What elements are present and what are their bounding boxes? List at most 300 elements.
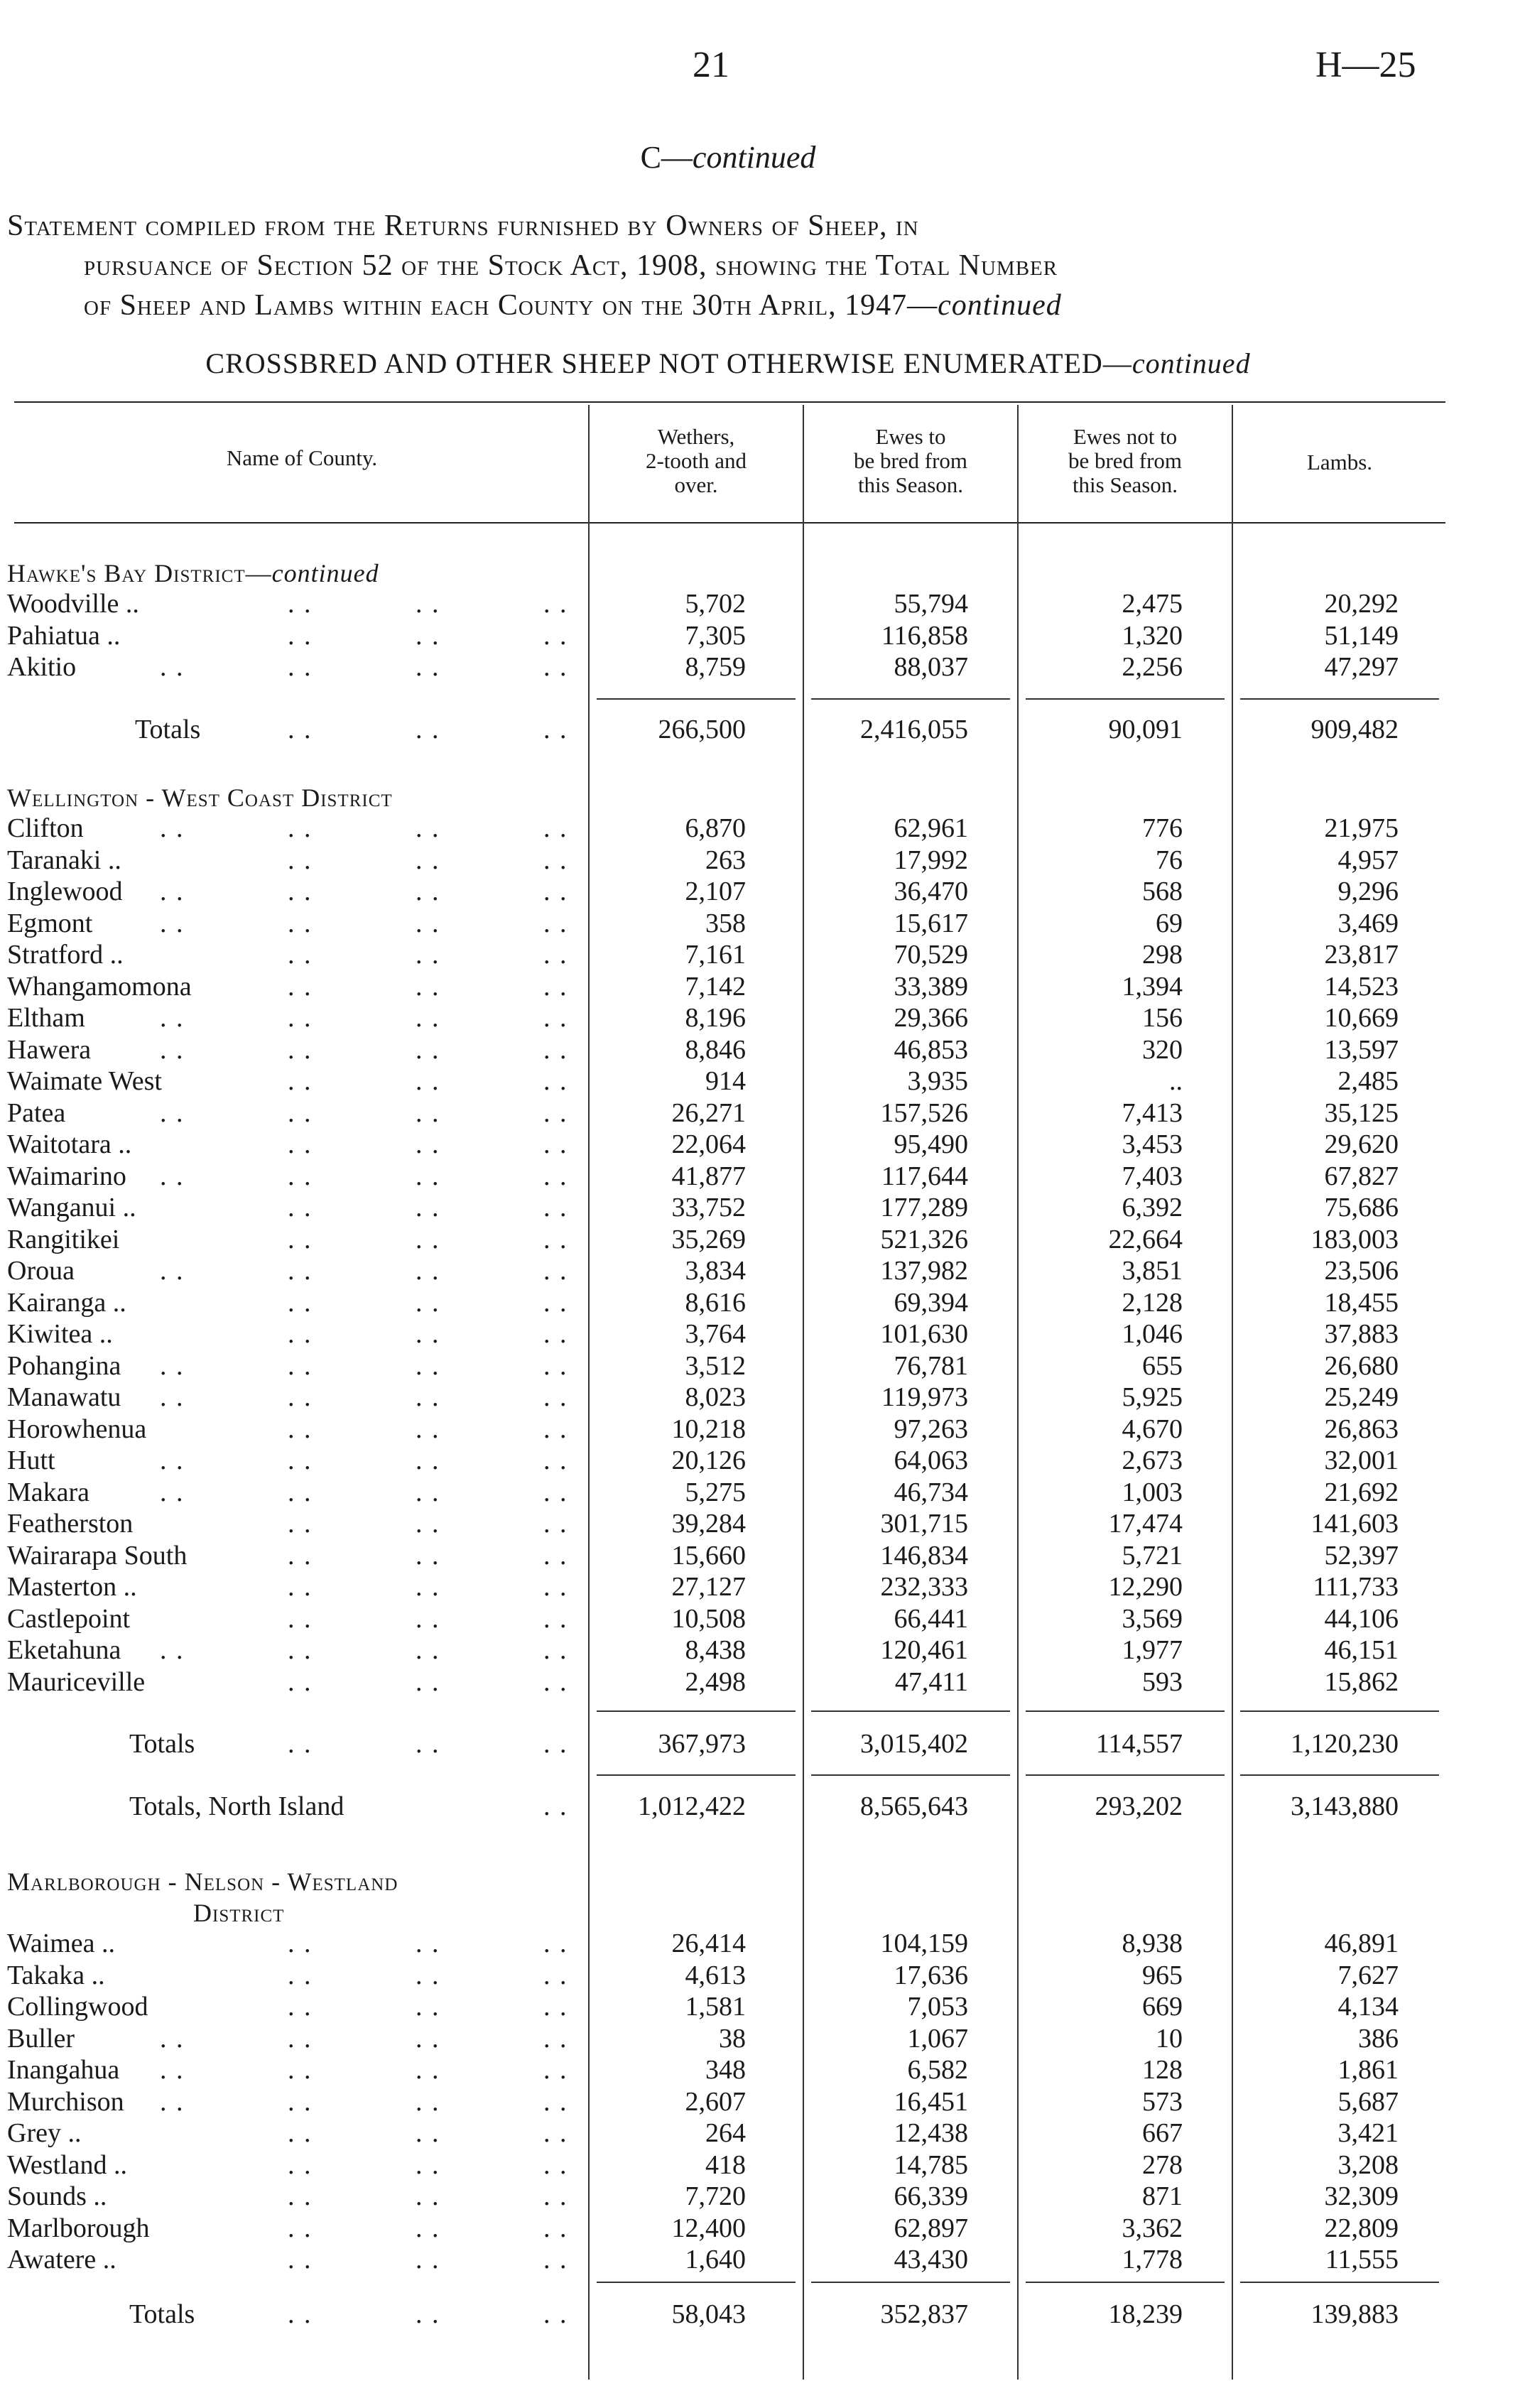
county-name: Akitio: [7, 652, 77, 683]
cell-ewes-not: 1,778: [1122, 2245, 1183, 2274]
totals-row: [0, 714, 1456, 745]
cell-lambs: 75,686: [1324, 1193, 1399, 1222]
county-name: Kiwitea ..: [7, 1319, 113, 1349]
cell-lambs: 5,687: [1337, 2086, 1399, 2117]
cell-ewes-bred: 177,289: [880, 1193, 968, 1222]
cell-ewes-not: 5,925: [1122, 1382, 1183, 1412]
cell-wethers: 7,720: [685, 2181, 746, 2211]
cell-ewes-bred: 137,982: [880, 1256, 968, 1286]
cell-wethers: 26,414: [671, 1929, 746, 1958]
cell-wethers: 7,161: [685, 940, 746, 970]
cell-lambs: 4,957: [1337, 845, 1399, 875]
leader-dot: . .: [416, 1929, 440, 1958]
leader-dot: . .: [160, 908, 185, 938]
cell-wethers: 39,284: [671, 1509, 746, 1539]
cell-ewes-bred: 1,067: [907, 2023, 968, 2054]
totals-row: [0, 1791, 1456, 1822]
cell-ewes-not: 1,977: [1122, 1635, 1183, 1665]
cell-ewes-bred: 352,837: [880, 2299, 968, 2329]
cell-ewes-not: 2,128: [1122, 1287, 1183, 1318]
cell-ewes-not: 2,475: [1122, 589, 1183, 619]
county-name: Eltham: [7, 1003, 85, 1033]
header-line: be bred from: [853, 448, 968, 473]
cell-wethers: 12,400: [671, 2213, 746, 2243]
totals-row: [0, 1728, 1456, 1759]
totals-label: Totals: [129, 2299, 195, 2329]
subtitle-italic: continued: [1131, 347, 1251, 379]
county-name: Makara: [7, 1477, 90, 1507]
leader-dot: . .: [160, 1034, 185, 1065]
cell-wethers: 41,877: [671, 1161, 746, 1191]
table-row: [0, 1161, 1456, 1192]
leader-dot: . .: [160, 1635, 185, 1665]
leader-dot: . .: [543, 2245, 568, 2274]
cell-wethers: 1,640: [685, 2245, 746, 2274]
cell-lambs: 35,125: [1324, 1097, 1399, 1128]
cell-ewes-bred: 66,339: [894, 2181, 968, 2211]
leader-dot: . .: [160, 1161, 185, 1191]
county-name: Inglewood: [7, 877, 123, 906]
cell-lambs: 32,001: [1324, 1446, 1399, 1475]
cell-ewes-not: 128: [1142, 2055, 1183, 2085]
table-row: [0, 1192, 1456, 1223]
county-name: Wanganui ..: [7, 1193, 136, 1222]
leader-dot: . .: [160, 1446, 185, 1475]
sum-rule: [597, 1774, 796, 1776]
cell-ewes-bred: 55,794: [894, 589, 968, 619]
table-row: [0, 1382, 1456, 1413]
cell-ewes-bred: 62,897: [894, 2213, 968, 2243]
leader-dot: . .: [160, 1382, 185, 1412]
leader-dot: . .: [416, 2149, 440, 2180]
cell-wethers: 4,613: [685, 1960, 746, 1990]
cell-ewes-not: 22,664: [1108, 1224, 1183, 1254]
leader-dot: . .: [543, 1791, 568, 1821]
cell-ewes-not: 76: [1156, 845, 1183, 875]
totals-row: [0, 2299, 1456, 2330]
cell-ewes-bred: 70,529: [894, 940, 968, 970]
cell-wethers: 27,127: [671, 1572, 746, 1602]
table-row: [0, 1445, 1456, 1476]
header-line: 2-tooth and: [645, 448, 747, 473]
leader-dot: . .: [416, 2299, 440, 2329]
leader-dot: . .: [543, 1003, 568, 1033]
cell-wethers: 10,508: [671, 1603, 746, 1634]
county-name: Takaka ..: [7, 1960, 105, 1990]
cell-lambs: 386: [1358, 2023, 1399, 2054]
table-row: [0, 1540, 1456, 1571]
leader-dot: . .: [416, 1382, 440, 1412]
cell-wethers: 38: [719, 2023, 746, 2054]
cell-wethers: 6,870: [685, 813, 746, 843]
cell-ewes-not: 965: [1142, 1960, 1183, 1990]
cell-lambs: 22,809: [1324, 2213, 1399, 2243]
leader-dot: . .: [416, 1477, 440, 1507]
leader-dot: . .: [416, 2086, 440, 2117]
leader-dot: . .: [288, 1256, 313, 1286]
county-name: Hutt: [7, 1446, 55, 1475]
cell-ewes-bred: 301,715: [880, 1509, 968, 1539]
cell-ewes-bred: 17,992: [894, 845, 968, 875]
leader-dot: . .: [416, 1193, 440, 1222]
cell-ewes-bred: 12,438: [894, 2118, 968, 2148]
leader-dot: . .: [543, 1960, 568, 1990]
leader-dot: . .: [288, 1382, 313, 1412]
cell-wethers: 348: [705, 2055, 746, 2085]
cell-wethers: 7,305: [685, 620, 746, 651]
cell-ewes-not: 6,392: [1122, 1193, 1183, 1222]
cell-wethers: 358: [705, 908, 746, 938]
leader-dot: . .: [416, 940, 440, 970]
cell-lambs: 25,249: [1324, 1382, 1399, 1412]
cell-ewes-bred: 95,490: [894, 1129, 968, 1159]
sum-rule: [597, 1710, 796, 1712]
leader-dot: . .: [288, 813, 313, 843]
leader-dot: . .: [288, 908, 313, 938]
header-line: Ewes not to: [1073, 424, 1178, 449]
cell-ewes-bred: 521,326: [880, 1224, 968, 1254]
county-name: Collingwood: [7, 1992, 148, 2022]
leader-dot: . .: [543, 1287, 568, 1318]
leader-dot: . .: [416, 813, 440, 843]
cell-wethers: 5,702: [685, 589, 746, 619]
leader-dot: . .: [543, 1446, 568, 1475]
leader-dot: . .: [160, 2086, 185, 2117]
leader-dot: . .: [543, 1603, 568, 1634]
cell-ewes-not: 10: [1156, 2023, 1183, 2054]
leader-dot: . .: [288, 1003, 313, 1033]
cell-lambs: 37,883: [1324, 1319, 1399, 1349]
statement-line-2: pursuance of Section 52 of the Stock Act, 1908, showing the Total Number: [84, 249, 1058, 282]
cell-ewes-bred: 33,389: [894, 971, 968, 1002]
column-header-name: Name of County.: [226, 445, 378, 470]
sum-rule: [1026, 1774, 1225, 1776]
cell-lambs: 4,134: [1337, 1992, 1399, 2022]
column-header-lambs: Lambs.: [1306, 450, 1373, 474]
cell-lambs: 111,733: [1313, 1572, 1399, 1602]
leader-dot: . .: [543, 1509, 568, 1539]
leader-dot: . .: [543, 589, 568, 619]
leader-dot: . .: [288, 1319, 313, 1349]
sum-rule: [811, 698, 1010, 700]
sum-rule: [1240, 2282, 1439, 2283]
cell-lambs: 1,120,230: [1291, 1729, 1399, 1759]
cell-ewes-not: ..: [1169, 1066, 1183, 1096]
cell-lambs: 183,003: [1310, 1224, 1399, 1254]
leader-dot: . .: [416, 1287, 440, 1318]
cell-ewes-not: 2,256: [1122, 652, 1183, 683]
leader-dot: . .: [416, 2055, 440, 2085]
cell-wethers: 35,269: [671, 1224, 746, 1254]
cell-ewes-not: 12,290: [1108, 1572, 1183, 1602]
cell-ewes-not: 655: [1142, 1350, 1183, 1381]
cell-lambs: 9,296: [1337, 877, 1399, 906]
cell-lambs: 14,523: [1324, 971, 1399, 1002]
table-row: [0, 1350, 1456, 1382]
cell-lambs: 7,627: [1337, 1960, 1399, 1990]
totals-label: Totals, North Island: [129, 1791, 344, 1821]
cell-wethers: 8,759: [685, 652, 746, 683]
leader-dot: . .: [416, 1540, 440, 1571]
leader-dot: . .: [543, 2118, 568, 2148]
table-row: [0, 908, 1456, 939]
leader-dot: . .: [543, 1350, 568, 1381]
sum-rule: [597, 2282, 796, 2283]
leader-dot: . .: [160, 1097, 185, 1128]
sum-rule: [1026, 698, 1225, 700]
cell-wethers: 58,043: [671, 2299, 746, 2329]
leader-dot: . .: [543, 940, 568, 970]
cell-wethers: 1,581: [685, 1992, 746, 2022]
cell-lambs: 51,149: [1324, 620, 1399, 651]
leader-dot: . .: [416, 1414, 440, 1444]
table-row: [0, 2149, 1456, 2181]
cell-lambs: 44,106: [1324, 1603, 1399, 1634]
cell-wethers: 914: [705, 1066, 746, 1096]
header-line: Wethers,: [657, 424, 735, 449]
leader-dot: . .: [288, 1350, 313, 1381]
leader-dot: . .: [416, 1729, 440, 1759]
column-header-ewes-not: [1019, 425, 1232, 497]
county-name: Kairanga ..: [7, 1287, 126, 1318]
leader-dot: . .: [416, 1666, 440, 1697]
cell-ewes-not: 776: [1142, 813, 1183, 843]
cell-ewes-bred: 14,785: [894, 2149, 968, 2180]
section-heading-text: Hawke's Bay District—: [7, 559, 272, 587]
leader-dot: . .: [288, 1477, 313, 1507]
statement-line-3: [0, 286, 1456, 325]
cell-lambs: 13,597: [1324, 1034, 1399, 1065]
cell-wethers: 8,023: [685, 1382, 746, 1412]
cell-lambs: 3,421: [1337, 2118, 1399, 2148]
table-top-rule: [14, 401, 1445, 403]
cell-wethers: 418: [705, 2149, 746, 2180]
county-name: Wairarapa South: [7, 1540, 188, 1571]
leader-dot: . .: [288, 1729, 313, 1759]
table-row: [0, 1508, 1456, 1539]
cell-lambs: 2,485: [1337, 1066, 1399, 1096]
leader-dot: . .: [416, 1446, 440, 1475]
leader-dot: . .: [416, 1572, 440, 1602]
cell-lambs: 26,863: [1324, 1414, 1399, 1444]
table-row: [0, 2117, 1456, 2149]
cell-ewes-bred: 16,451: [894, 2086, 968, 2117]
cell-ewes-bred: 120,461: [880, 1635, 968, 1665]
cell-ewes-bred: 46,853: [894, 1034, 968, 1065]
cell-lambs: 23,817: [1324, 940, 1399, 970]
totals-label: Totals: [129, 1729, 195, 1759]
cell-ewes-not: 293,202: [1095, 1791, 1183, 1821]
county-name: Waimarino: [7, 1161, 126, 1191]
statement-line-1: Statement compiled from the Returns furnished by Owners of Sheep, in: [7, 210, 919, 242]
subtitle-text: CROSSBRED AND OTHER SHEEP NOT OTHERWISE ENUMERATED—: [205, 347, 1132, 379]
table-row: [0, 2086, 1456, 2117]
leader-dot: . .: [543, 2181, 568, 2211]
leader-dot: . .: [416, 1129, 440, 1159]
statement-line-3-italic: continued: [938, 289, 1062, 322]
cell-lambs: 52,397: [1324, 1540, 1399, 1571]
header-line: this Season.: [857, 472, 964, 497]
cell-ewes-not: 156: [1142, 1003, 1183, 1033]
sum-rule: [1240, 1774, 1439, 1776]
leader-dot: . .: [416, 715, 440, 744]
table-row: [0, 1287, 1456, 1318]
cell-wethers: 8,438: [685, 1635, 746, 1665]
leader-dot: . .: [160, 813, 185, 843]
cell-lambs: 3,469: [1337, 908, 1399, 938]
table-row: [0, 1034, 1456, 1065]
county-name: Rangitikei: [7, 1224, 120, 1254]
cell-ewes-bred: 15,617: [894, 908, 968, 938]
leader-dot: . .: [288, 2299, 313, 2329]
cell-ewes-not: 1,320: [1122, 620, 1183, 651]
table-row: [0, 1991, 1456, 2022]
county-name: Waitotara ..: [7, 1129, 132, 1159]
county-name: Grey ..: [7, 2118, 82, 2148]
leader-dot: . .: [543, 1929, 568, 1958]
county-name: Mauriceville: [7, 1666, 146, 1697]
cell-ewes-not: 2,673: [1122, 1446, 1183, 1475]
leader-dot: . .: [543, 1066, 568, 1096]
cell-ewes-bred: 2,416,055: [860, 715, 968, 744]
table-row: [0, 1960, 1456, 1991]
leader-dot: . .: [543, 1224, 568, 1254]
cell-ewes-not: 17,474: [1108, 1509, 1183, 1539]
leader-dot: . .: [416, 1003, 440, 1033]
leader-dot: . .: [543, 2213, 568, 2243]
leader-dot: . .: [288, 1066, 313, 1096]
cell-lambs: 23,506: [1324, 1256, 1399, 1286]
leader-dot: . .: [416, 1161, 440, 1191]
leader-dot: . .: [288, 877, 313, 906]
cell-lambs: 10,669: [1324, 1003, 1399, 1033]
table-row: [0, 2023, 1456, 2054]
cell-ewes-not: 667: [1142, 2118, 1183, 2148]
cell-lambs: 139,883: [1310, 2299, 1399, 2329]
leader-dot: . .: [160, 1256, 185, 1286]
leader-dot: . .: [288, 1572, 313, 1602]
leader-dot: . .: [543, 2023, 568, 2054]
county-name: Westland ..: [7, 2149, 127, 2180]
cell-wethers: 26,271: [671, 1097, 746, 1128]
cell-lambs: 46,891: [1324, 1929, 1399, 1958]
cell-ewes-not: 568: [1142, 877, 1183, 906]
leader-dot: . .: [416, 1992, 440, 2022]
cell-lambs: 47,297: [1324, 652, 1399, 683]
leader-dot: . .: [288, 1929, 313, 1958]
sum-rule: [811, 1710, 1010, 1712]
table-row: [0, 1129, 1456, 1160]
leader-dot: . .: [543, 1034, 568, 1065]
section-heading-hawkes-bay: [7, 558, 379, 588]
county-name: Murchison: [7, 2086, 124, 2117]
county-name: Castlepoint: [7, 1603, 131, 1634]
cell-wethers: 367,973: [658, 1729, 746, 1759]
leader-dot: . .: [543, 1729, 568, 1759]
leader-dot: . .: [160, 652, 185, 683]
leader-dot: . .: [288, 1603, 313, 1634]
cell-lambs: 67,827: [1324, 1161, 1399, 1191]
leader-dot: . .: [288, 2023, 313, 2054]
table-row: [0, 971, 1456, 1002]
cell-wethers: 33,752: [671, 1193, 746, 1222]
cell-wethers: 2,607: [685, 2086, 746, 2117]
county-name: Egmont: [7, 908, 93, 938]
cell-ewes-bred: 66,441: [894, 1603, 968, 1634]
leader-dot: . .: [543, 877, 568, 906]
county-name: Clifton: [7, 813, 84, 843]
county-name: Eketahuna: [7, 1635, 121, 1665]
section-heading-italic: continued: [271, 559, 379, 587]
leader-dot: . .: [416, 845, 440, 875]
leader-dot: . .: [288, 2118, 313, 2148]
table-row: [0, 2181, 1456, 2212]
table-row: [0, 1097, 1456, 1129]
cell-ewes-not: 3,453: [1122, 1129, 1183, 1159]
cell-ewes-bred: 6,582: [907, 2055, 968, 2085]
continued-label: C—: [640, 140, 693, 175]
table-header-rule: [14, 522, 1445, 524]
cell-ewes-bred: 3,015,402: [860, 1729, 968, 1759]
leader-dot: . .: [288, 1992, 313, 2022]
leader-dot: . .: [160, 2055, 185, 2085]
county-name: Masterton ..: [7, 1572, 137, 1602]
table-row: [0, 1666, 1456, 1698]
cell-lambs: 18,455: [1324, 1287, 1399, 1318]
leader-dot: . .: [416, 1256, 440, 1286]
cell-ewes-not: 7,413: [1122, 1097, 1183, 1128]
table-row: [0, 1928, 1456, 1959]
cell-ewes-not: 90,091: [1108, 715, 1183, 744]
leader-dot: . .: [416, 1509, 440, 1539]
county-name: Manawatu: [7, 1382, 121, 1412]
cell-ewes-not: 871: [1142, 2181, 1183, 2211]
cell-ewes-bred: 97,263: [894, 1414, 968, 1444]
cell-wethers: 3,764: [685, 1319, 746, 1349]
cell-ewes-not: 1,046: [1122, 1319, 1183, 1349]
leader-dot: . .: [416, 589, 440, 619]
leader-dot: . .: [543, 1129, 568, 1159]
column-header-ewes-bred: [804, 425, 1017, 497]
leader-dot: . .: [288, 1666, 313, 1697]
leader-dot: . .: [543, 1193, 568, 1222]
cell-ewes-bred: 46,734: [894, 1477, 968, 1507]
leader-dot: . .: [288, 620, 313, 651]
table-row: [0, 939, 1456, 970]
county-name: Patea: [7, 1097, 66, 1128]
cell-ewes-not: 18,239: [1108, 2299, 1183, 2329]
table-row: [0, 588, 1456, 619]
cell-ewes-not: 669: [1142, 1992, 1183, 2022]
leader-dot: . .: [543, 1635, 568, 1665]
county-name: Pahiatua ..: [7, 620, 121, 651]
leader-dot: . .: [416, 1097, 440, 1128]
cell-ewes-bred: 117,644: [881, 1161, 968, 1191]
cell-ewes-not: 3,851: [1122, 1256, 1183, 1286]
leader-dot: . .: [543, 715, 568, 744]
cell-wethers: 5,275: [685, 1477, 746, 1507]
leader-dot: . .: [416, 2118, 440, 2148]
cell-ewes-bred: 232,333: [880, 1572, 968, 1602]
table-row: [0, 620, 1456, 651]
cell-ewes-not: 8,938: [1122, 1929, 1183, 1958]
county-name: Featherston: [7, 1509, 134, 1539]
section-heading-wellington: Wellington - West Coast District: [7, 783, 393, 812]
leader-dot: . .: [543, 1319, 568, 1349]
cell-wethers: 8,196: [685, 1003, 746, 1033]
leader-dot: . .: [416, 1066, 440, 1096]
cell-ewes-bred: 29,366: [894, 1003, 968, 1033]
